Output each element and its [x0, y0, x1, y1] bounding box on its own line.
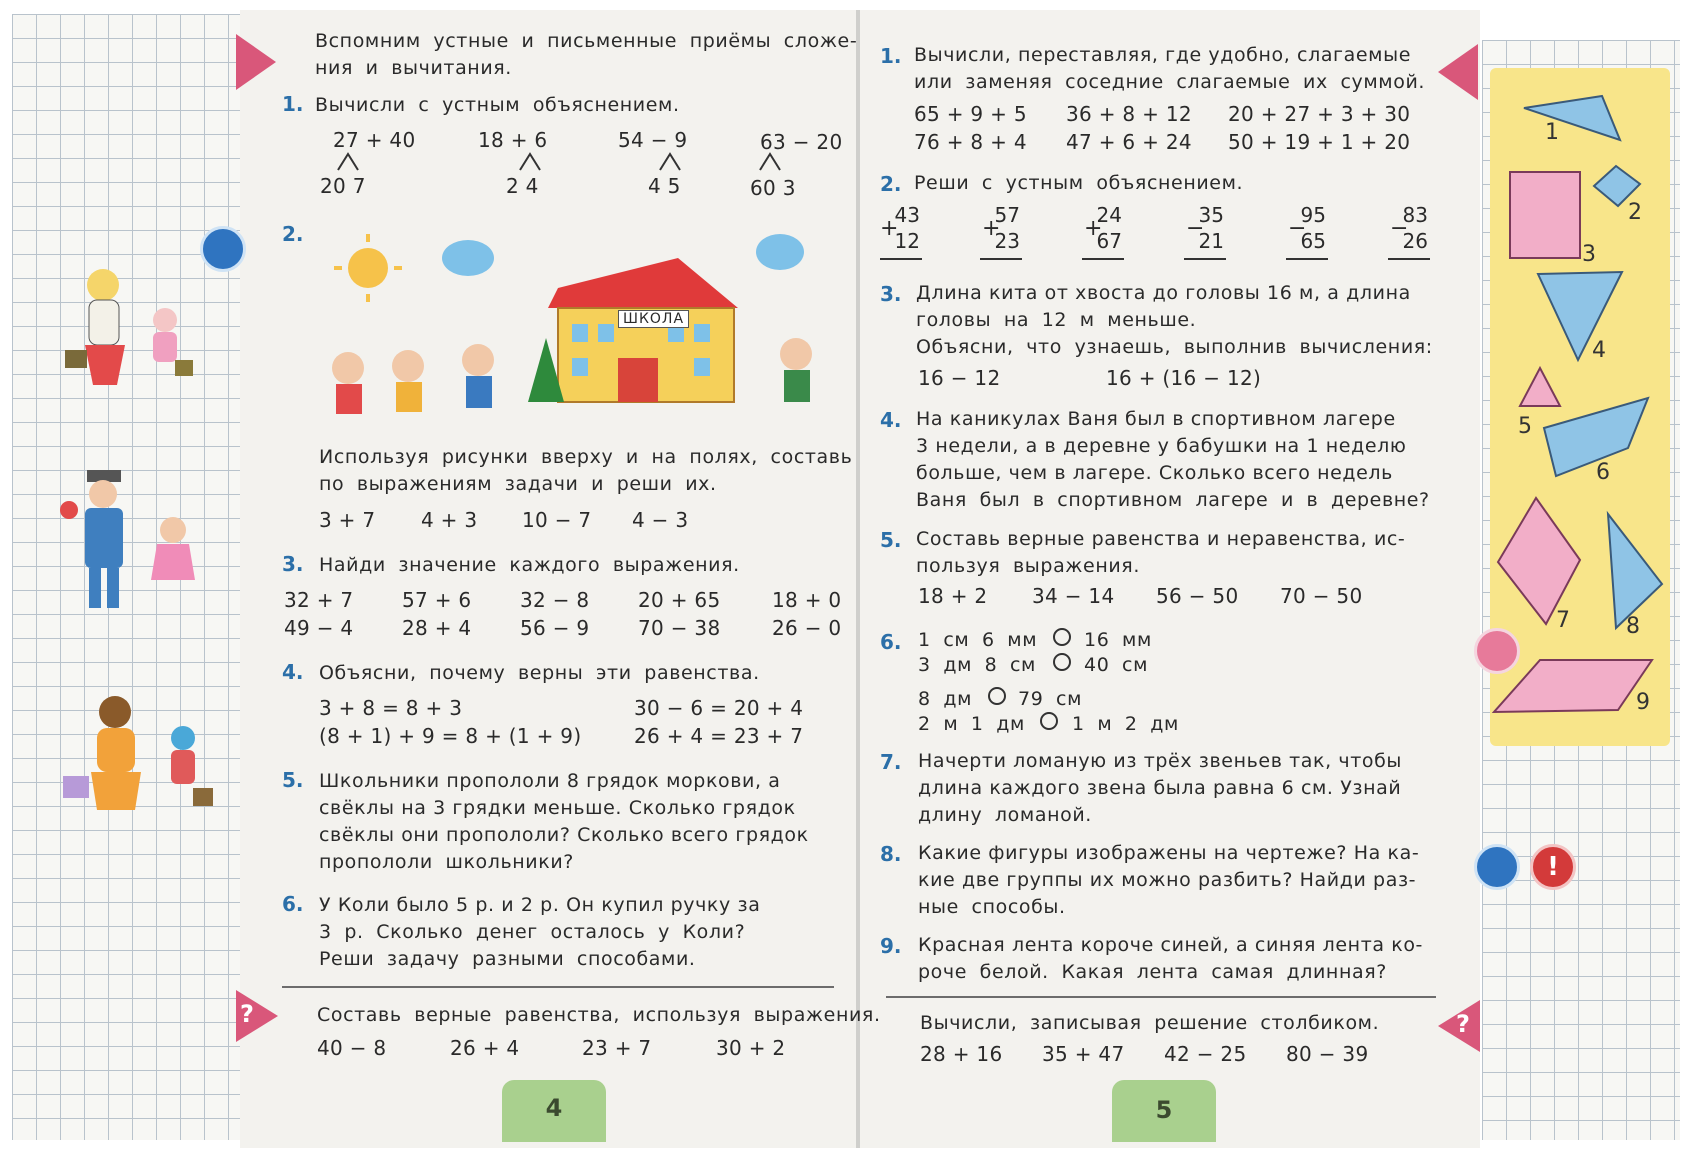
r-task2-b-6: 26: [1402, 229, 1428, 253]
r-task1-c2-1: 36 + 8 + 12: [1066, 102, 1192, 126]
r-task2-text: Реши с устным объяснением.: [914, 172, 1244, 194]
left-bonus-expr-1: 40 − 8: [317, 1036, 387, 1060]
r-task2-b-2: 23: [994, 229, 1020, 253]
alert-badge: !: [1530, 844, 1576, 890]
task2-expr-2: 4 + 3: [421, 508, 478, 532]
task2-text-line-1: Используя рисунки вверху и на полях, составь: [319, 446, 853, 468]
task6-line-1: У Коли было 5 р. и 2 р. Он купил ручку за: [319, 894, 761, 916]
r-task3-line-1: Длина кита от хвоста до головы 16 м, а длина: [916, 282, 1411, 304]
task4-right-2: 26 + 4 = 23 + 7: [634, 724, 804, 748]
r-task2-line-1: [880, 258, 922, 260]
task1-split-mark-2: [518, 152, 542, 172]
right-bonus-expr-2: 35 + 47: [1042, 1042, 1125, 1066]
r-task7-line-3: длину ломаной.: [918, 804, 1092, 826]
r-task1-c3-1: 20 + 27 + 3 + 30: [1228, 102, 1411, 126]
r-task2-op-4: −: [1186, 216, 1205, 241]
r-task6-r4-right: 1 м 2 дм: [1072, 713, 1179, 735]
task4-left-2: (8 + 1) + 9 = 8 + (1 + 9): [319, 724, 582, 748]
task3-r1-3: 32 − 8: [520, 588, 590, 612]
r-task2-b-3: 67: [1096, 229, 1122, 253]
r-task6-r2-left: 3 дм 8 см: [918, 654, 1036, 676]
school-scene-illustration: [318, 228, 838, 428]
r-task2-b-5: 65: [1300, 229, 1326, 253]
r-task2-line-6: [1388, 258, 1430, 260]
task1-expr-1: 27 + 40: [333, 128, 416, 152]
figure-8-triangle: [1608, 514, 1662, 628]
intro-pointer-left: [236, 34, 276, 90]
r-task2-b-1: 12: [894, 229, 920, 253]
figure-label-1: 1: [1545, 120, 1559, 145]
r-task8-line-2: кие две группы их можно разбить? Найди раз-: [918, 869, 1417, 891]
r-task1-c1-2: 76 + 8 + 4: [914, 130, 1027, 154]
left-bonus-expr-3: 23 + 7: [582, 1036, 652, 1060]
intro-pointer-right: [1438, 44, 1478, 100]
left-bonus-text: Составь верные равенства, используя выражения.: [317, 1004, 881, 1026]
right-bonus-expr-3: 42 − 25: [1164, 1042, 1247, 1066]
book-spine: [856, 10, 860, 1148]
r-task2-op-2: +: [982, 216, 1001, 241]
task1-text: Вычисли с устным объяснением.: [315, 94, 680, 116]
task3-r2-3: 56 − 9: [520, 616, 590, 640]
r-task2-line-4: [1184, 258, 1226, 260]
task4-right-1: 30 − 6 = 20 + 4: [634, 696, 804, 720]
figure-3-square: [1510, 172, 1580, 258]
figure-5-triangle: [1520, 368, 1560, 406]
r-task7-line-1: Начерти ломаную из трёх звеньев так, чтобы: [918, 750, 1403, 772]
task1-split-mark-4: [758, 152, 782, 172]
r-task2-op-6: −: [1390, 216, 1409, 241]
page-number-right: 5: [1112, 1080, 1216, 1142]
r-task7-number: 7.: [880, 750, 902, 774]
task6-line-3: Реши задачу разными способами.: [319, 948, 696, 970]
task2-expr-3: 10 − 7: [522, 508, 592, 532]
r-task2-a-2: 57: [994, 203, 1020, 227]
task5-number: 5.: [282, 768, 304, 792]
r-task4-line-3: больше, чем в лагере. Сколько всего недель: [916, 462, 1393, 484]
r-task2-line-5: [1286, 258, 1328, 260]
task2-expr-1: 3 + 7: [319, 508, 376, 532]
r-task5-line-2: пользуя выражения.: [916, 555, 1140, 577]
r-task6-r3-left: 8 дм: [918, 688, 972, 710]
r-task3-line-3: Объясни, что узнаешь, выполнив вычисления:: [916, 336, 1433, 358]
r-task7-line-2: длина каждого звена была равна 6 см. Узнай: [918, 777, 1402, 799]
r-task8-line-3: ные способы.: [918, 896, 1066, 918]
r-task2-a-6: 83: [1402, 203, 1428, 227]
r-task1-c1-1: 65 + 9 + 5: [914, 102, 1027, 126]
r-task3-expr-2: 16 + (16 − 12): [1106, 366, 1262, 390]
task1-split-4: 60 3: [750, 176, 796, 200]
r-task6-r3-circle: [988, 687, 1006, 705]
task3-r2-2: 28 + 4: [402, 616, 472, 640]
r-task2-op-3: +: [1084, 216, 1103, 241]
r-task1-line-1: Вычисли, переставляя, где удобно, слагаемые: [914, 44, 1411, 66]
figure-label-6: 6: [1596, 460, 1610, 485]
task5-line-1: Школьники пропололи 8 грядок моркови, а: [319, 770, 781, 792]
r-task5-expr-1: 18 + 2: [918, 584, 988, 608]
task4-number: 4.: [282, 660, 304, 684]
r-task4-number: 4.: [880, 408, 902, 432]
r-task2-line-3: [1082, 258, 1124, 260]
task1-number: 1.: [282, 92, 304, 116]
task1-split-3: 4 5: [648, 174, 681, 198]
intro-line-1: Вспомним устные и письменные приёмы сложе-: [315, 30, 858, 52]
r-task1-line-2: или заменяя соседние слагаемые их суммой.: [914, 71, 1426, 93]
r-task2-op-5: −: [1288, 216, 1307, 241]
task1-split-mark-3: [658, 152, 682, 172]
r-task1-number: 1.: [880, 44, 902, 68]
r-task3-line-2: головы на 12 м меньше.: [916, 309, 1197, 331]
r-task8-line-1: Какие фигуры изображены на чертеже? На ка-: [918, 842, 1420, 864]
r-task5-expr-2: 34 − 14: [1032, 584, 1115, 608]
bonus-question-right: ?: [1456, 1010, 1470, 1038]
task3-r2-5: 26 − 0: [772, 616, 842, 640]
task2-number: 2.: [282, 222, 304, 246]
r-task4-line-1: На каникулах Ваня был в спортивном лагере: [916, 408, 1396, 430]
task2-text-line-2: по выражениям задачи и реши их.: [319, 473, 717, 495]
figure-label-5: 5: [1518, 414, 1532, 439]
r-task1-c2-2: 47 + 6 + 24: [1066, 130, 1192, 154]
figure-label-2: 2: [1628, 200, 1642, 225]
r-task5-expr-4: 70 − 50: [1280, 584, 1363, 608]
r-task2-a-4: 35: [1198, 203, 1224, 227]
r-task3-number: 3.: [880, 282, 902, 306]
r-task2-b-4: 21: [1198, 229, 1224, 253]
task1-split-1: 20 7: [320, 174, 366, 198]
task3-text: Найди значение каждого выражения.: [319, 554, 740, 576]
r-task2-line-2: [980, 258, 1022, 260]
figure-7-rhombus: [1498, 498, 1580, 624]
task3-r1-4: 20 + 65: [638, 588, 721, 612]
r-task6-r4-circle: [1040, 712, 1058, 730]
task1-split-mark-1: [336, 152, 360, 172]
r-task9-line-2: роче белой. Какая лента самая длинная?: [918, 961, 1387, 983]
figure-label-3: 3: [1582, 242, 1596, 267]
r-task6-r1-left: 1 см 6 мм: [918, 629, 1038, 651]
school-sign: ШКОЛА: [618, 310, 689, 328]
r-task1-c3-2: 50 + 19 + 1 + 20: [1228, 130, 1411, 154]
r-task2-number: 2.: [880, 172, 902, 196]
task5-line-4: пропололи школьники?: [319, 851, 574, 873]
family-illustration-2: [55, 460, 205, 620]
grid-badge-left: [200, 226, 246, 272]
task3-r2-4: 70 − 38: [638, 616, 721, 640]
left-divider: [282, 986, 834, 988]
r-task4-line-4: Ваня был в спортивном лагере и в деревне?: [916, 489, 1430, 511]
r-task6-r2-right: 40 см: [1084, 654, 1148, 676]
figure-1-triangle: [1524, 96, 1620, 140]
task5-line-3: свёклы они пропололи? Сколько всего грядок: [319, 824, 809, 846]
task1-expr-4: 63 − 20: [760, 130, 843, 154]
figure-9-parallelogram: [1494, 660, 1652, 712]
r-task3-expr-1: 16 − 12: [918, 366, 1001, 390]
task3-r1-1: 32 + 7: [284, 588, 354, 612]
figure-label-4: 4: [1592, 338, 1606, 363]
task4-text: Объясни, почему верны эти равенства.: [319, 662, 760, 684]
r-task2-a-3: 24: [1096, 203, 1122, 227]
left-bonus-expr-4: 30 + 2: [716, 1036, 786, 1060]
r-task5-number: 5.: [880, 528, 902, 552]
page-number-left: 4: [502, 1080, 606, 1142]
task6-number: 6.: [282, 892, 304, 916]
r-task6-r1-right: 16 мм: [1084, 629, 1152, 651]
r-task5-line-1: Составь верные равенства и неравенства, ис-: [916, 528, 1406, 550]
r-task9-line-1: Красная лента короче синей, а синяя лента ко-: [918, 934, 1424, 956]
task3-number: 3.: [282, 552, 304, 576]
task3-r1-2: 57 + 6: [402, 588, 472, 612]
r-task2-a-5: 95: [1300, 203, 1326, 227]
r-task5-expr-3: 56 − 50: [1156, 584, 1239, 608]
face-badge-right: [1474, 628, 1520, 674]
right-bonus-text: Вычисли, записывая решение столбиком.: [920, 1012, 1380, 1034]
r-task8-number: 8.: [880, 842, 902, 866]
intro-line-2: ния и вычитания.: [315, 57, 512, 79]
task4-left-1: 3 + 8 = 8 + 3: [319, 696, 463, 720]
figure-label-7: 7: [1556, 608, 1570, 633]
family-illustration-1: [55, 260, 205, 410]
task3-r2-1: 49 − 4: [284, 616, 354, 640]
r-task4-line-2: 3 недели, а в деревне у бабушки на 1 неделю: [916, 435, 1407, 457]
left-bonus-expr-2: 26 + 4: [450, 1036, 520, 1060]
task1-split-2: 2 4: [506, 174, 539, 198]
task2-expr-4: 4 − 3: [632, 508, 689, 532]
task6-line-2: 3 р. Сколько денег осталось у Коли?: [319, 921, 746, 943]
r-task6-r4-left: 2 м 1 дм: [918, 713, 1025, 735]
r-task6-r3-right: 79 см: [1018, 688, 1082, 710]
r-task2-a-1: 43: [894, 203, 920, 227]
r-task2-op-1: +: [880, 216, 899, 241]
figure-label-8: 8: [1626, 614, 1640, 639]
task1-expr-2: 18 + 6: [478, 128, 548, 152]
task3-r1-5: 18 + 0: [772, 588, 842, 612]
right-divider: [886, 996, 1436, 998]
grid-badge-right: [1474, 844, 1520, 890]
figure-label-9: 9: [1636, 690, 1650, 715]
r-task6-number: 6.: [880, 630, 902, 654]
bonus-question-left: ?: [240, 1000, 254, 1028]
r-task6-r2-circle: [1053, 653, 1071, 671]
figure-4-triangle: [1538, 272, 1622, 360]
r-task9-number: 9.: [880, 934, 902, 958]
r-task6-r1-circle: [1053, 628, 1071, 646]
task1-expr-3: 54 − 9: [618, 128, 688, 152]
right-bonus-expr-4: 80 − 39: [1286, 1042, 1369, 1066]
right-bonus-expr-1: 28 + 16: [920, 1042, 1003, 1066]
task5-line-2: свёклы на 3 грядки меньше. Сколько грядок: [319, 797, 796, 819]
family-illustration-3: [55, 690, 215, 840]
